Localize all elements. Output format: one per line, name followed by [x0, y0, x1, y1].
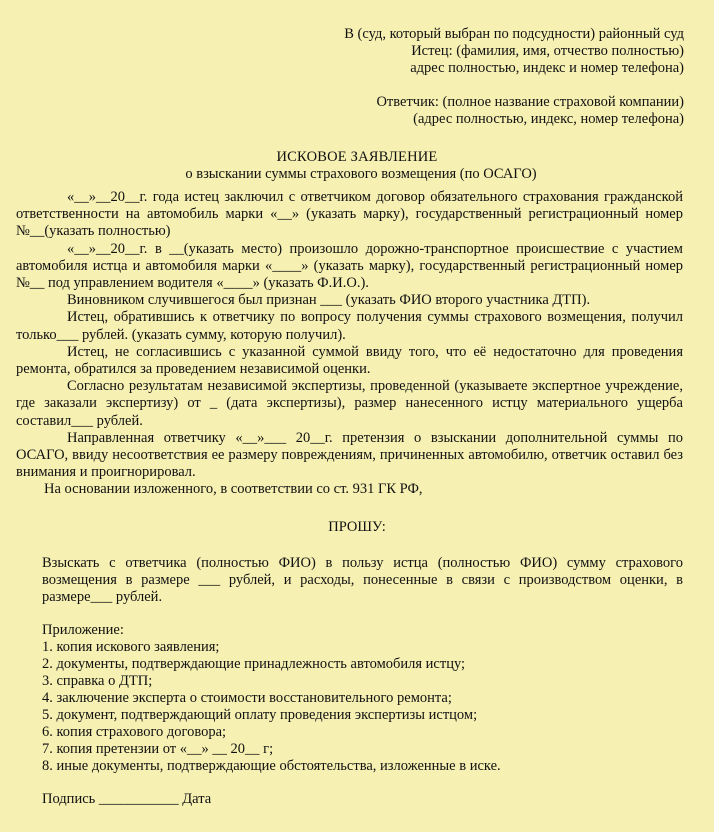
request-text: Взыскать с ответчика (полностью ФИО) в пользу истца (полностью ФИО) сумму страхового возмещения в размере ___ рублей, и расходы, понесенные в связи с производством оценки, в размере___ рублей. [42, 555, 683, 606]
defendant-address-line: (адрес полностью, индекс, номер телефона) [413, 110, 684, 127]
list-item: 6. копия страхового договора; [42, 724, 227, 740]
list-item: 8. иные документы, подтверждающие обстоятельства, изложенные в иске. [42, 758, 501, 774]
paragraph: Согласно результатам независимой экспертизы, проведенной (указываете экспертное учреждение, где заказали экспертизу) от _ (дата экспертизы), размер нанесенного истцу материального ущерба составил___ рублей. [16, 378, 683, 429]
document-title: ИСКОВОЕ ЗАЯВЛЕНИЕ [276, 149, 438, 165]
list-item: 3. справка о ДТП; [42, 673, 153, 689]
signature-line: Подпись ___________ Дата [42, 791, 212, 807]
paragraph: «__»__20__г. года истец заключил с ответчиком договор обязательного страхования гражданской ответственности на автомобиль марки «__» (указать марку), государственный регистрационный номер №__(указать полностью) [16, 189, 683, 240]
attachments-list [42, 622, 501, 775]
paragraph: «__»__20__г. в __(указать место) произошло дорожно-транспортное происшествие с участием автомобиля истца и автомобиля марки «____» (указать марку), государственный регистрационный номер №__ под управлением водителя «____» (указать Ф.И.О.). [16, 240, 683, 292]
list-item: 1. копия искового заявления; [42, 639, 220, 655]
court-line: В (суд, который выбран по подсудности) районный суд [344, 26, 684, 42]
paragraph: Истец, обратившись к ответчику по вопросу получения суммы страхового возмещения, получил только___ рублей. (указать сумму, которую получил). [16, 309, 683, 343]
paragraph: Истец, не согласившись с указанной суммой ввиду того, что её недостаточно для проведения ремонта, обратился за проведением независимой оценки. [16, 343, 683, 378]
paragraph: Виновником случившегося был признан ___ (указать ФИО второго участника ДТП). [67, 292, 591, 309]
request-title: ПРОШУ: [328, 519, 386, 535]
addressee-header [344, 26, 684, 128]
document-subtitle: о взыскании суммы страхового возмещения (по ОСАГО) [185, 166, 537, 182]
list-item: 2. документы, подтверждающие принадлежность автомобиля истцу; [42, 656, 466, 672]
list-item: 5. документ, подтверждающий оплату проведения экспертизы истцом; [42, 707, 478, 723]
plaintiff-line: Истец: (фамилия, имя, отчество полностью) [411, 43, 684, 60]
title-block [0, 149, 714, 183]
list-item: 7. копия претензии от «__» __ 20__ г; [42, 741, 274, 757]
claim-body [16, 189, 683, 499]
list-item: 4. заключение эксперта о стоимости восстановительного ремонта; [42, 690, 452, 706]
attachments-heading: Приложение: [42, 622, 124, 638]
defendant-line: Ответчик: (полное название страховой компании) [376, 93, 684, 110]
plaintiff-address-line: адрес полностью, индекс и номер телефона) [410, 60, 684, 77]
paragraph: Направленная ответчику «__»___ 20__г. претензия о взыскании дополнительной суммы по ОСАГО, ввиду несоответствия ее размеру повреждениям, причиненных автомобилю, ответчик оставил без внимания и проигнорировал. [16, 429, 683, 481]
paragraph: На основании изложенного, в соответствии со ст. 931 ГК РФ, [44, 481, 423, 498]
